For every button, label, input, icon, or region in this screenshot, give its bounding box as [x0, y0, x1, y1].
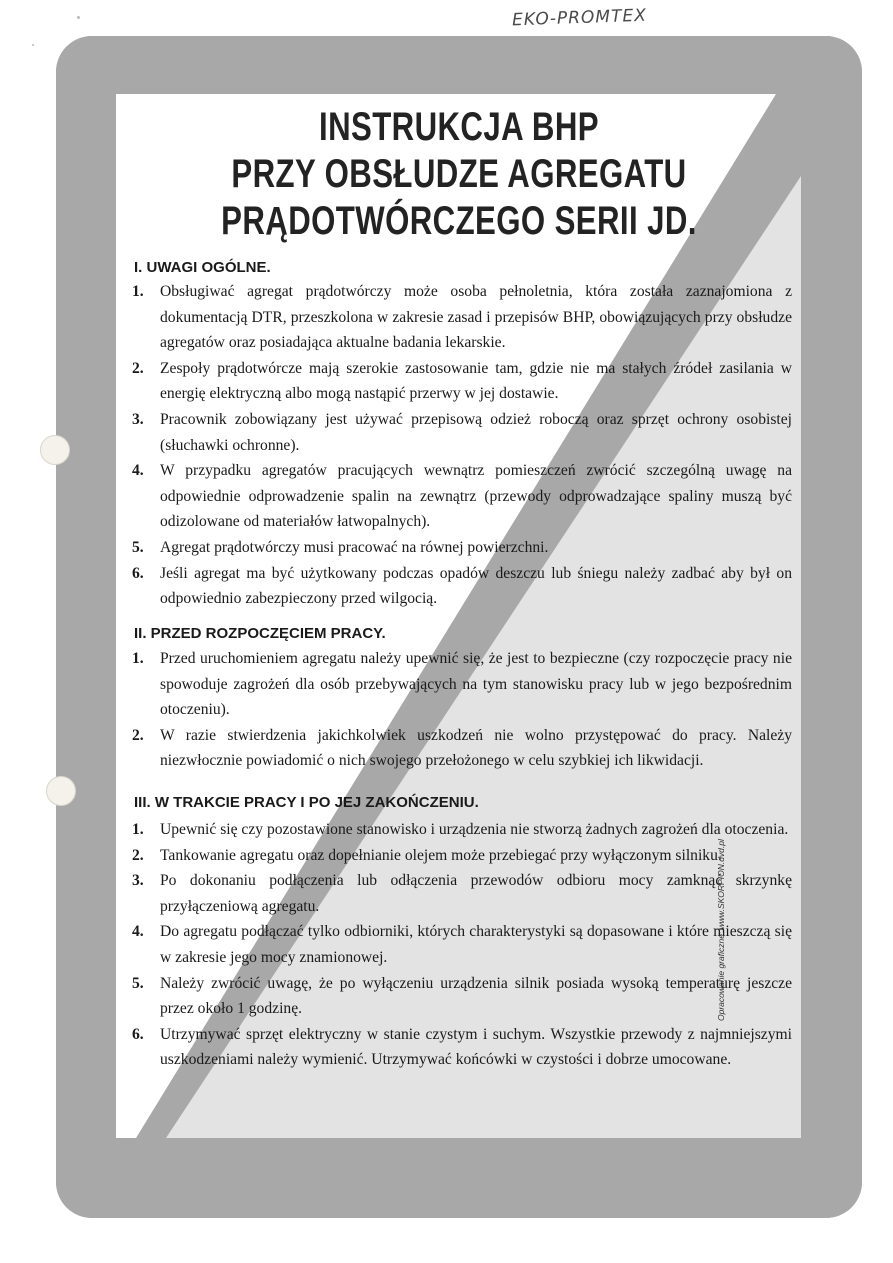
punch-hole — [46, 776, 76, 806]
list-item — [132, 561, 792, 612]
item-text: Pracownik zobowiązany jest używać przepisową odzież roboczą oraz sprzęt ochrony osobistej (słuchawki ochronne). — [160, 410, 792, 454]
item-text: W razie stwierdzenia jakichkolwiek uszkodzeń nie wolno przystępować do pracy. Należy niezwłocznie powiadomić o nich swojego przełożonego w celu szybkiej ich likwidacji. — [160, 726, 792, 770]
section-heading-before-work: II. PRZED ROZPOCZĘCIEM PRACY. — [134, 625, 386, 642]
list-item — [132, 843, 792, 869]
item-text: Przed uruchomieniem agregatu należy upewnić się, że jest to bezpieczne (czy rozpoczęcie pracy nie spowoduje zagrożeń dla osób przebywających na tym stanowisku pracy lub w jego bezpośrednim otoczeniu). — [160, 650, 792, 719]
graphic-design-credit: Opracowanie graficzne: www.SKORPION.dvd.pl — [716, 839, 726, 1021]
item-text: Obsługiwać agregat prądotwórczy może osoba pełnoletnia, która została zaznajomiona z dokumentacją DTR, przeszkolona w zakresie zasad i przepisów BHP, obowiązujących przy obsłudze agregatów oraz posiadająca aktualne badania lekarskie. — [160, 283, 792, 352]
list-item — [132, 535, 792, 561]
handwritten-annotation: EKO-PROMTEX — [511, 5, 648, 31]
section-list-general — [132, 279, 792, 612]
item-number: 1. — [132, 650, 144, 667]
paper-speck — [32, 44, 34, 46]
item-text: Zespoły prądotwórcze mają szerokie zastosowanie tam, gdzie nie ma stałych źródeł zasilania w energię elektryczną albo mogą nastąpić przerwy w jej dostawie. — [160, 359, 792, 403]
list-item — [132, 919, 792, 970]
item-number: 2. — [132, 359, 144, 377]
item-text: Należy zwrócić uwagę, że po wyłączeniu urządzenia silnik posiada wysoką temperaturę jeszcze przez około 1 godzinę. — [160, 974, 792, 1018]
item-number: 5. — [132, 538, 144, 556]
item-number: 5. — [132, 974, 144, 992]
list-item — [132, 817, 792, 843]
item-text: Po dokonaniu podłączenia lub odłączenia przewodów odbioru mocy zamknąć skrzynkę przyłączeniową agregatu. — [160, 872, 792, 915]
paper-speck — [77, 16, 80, 19]
item-number: 1. — [132, 821, 144, 838]
list-item — [132, 1022, 792, 1073]
item-number: 1. — [132, 283, 144, 300]
item-number: 2. — [132, 846, 144, 864]
punch-hole — [40, 435, 70, 465]
list-item — [132, 971, 792, 1022]
list-item — [132, 646, 792, 723]
item-number: 6. — [132, 564, 144, 582]
list-item — [132, 458, 792, 535]
item-number: 6. — [132, 1025, 144, 1043]
item-text: Jeśli agregat ma być użytkowany podczas opadów deszczu lub śniegu należy zadbać aby był on odpowiednio zabezpieczony przed wilgocią. — [160, 564, 792, 608]
title-line-2: PRZY OBSŁUDZE AGREGATU — [231, 152, 687, 196]
item-number: 3. — [132, 410, 144, 428]
title-line-3: PRĄDOTWÓRCZEGO SERII JD. — [221, 199, 697, 243]
item-number: 4. — [132, 462, 144, 480]
section-list-before-work — [132, 646, 792, 774]
item-text: Tankowanie agregatu oraz dopełnianie olejem może przebiegać przy wyłączonym silniku. — [160, 846, 722, 864]
section-heading-during-work: III. W TRAKCIE PRACY I PO JEJ ZAKOŃCZENIU. — [134, 794, 479, 811]
item-number: 4. — [132, 923, 144, 941]
title-line-1: INSTRUKCJA BHP — [319, 105, 599, 149]
item-text: W przypadku agregatów pracujących wewnątrz pomieszczeń zwrócić szczególną uwagę na odpowiednie odprowadzenie spalin na zewnątrz (przewody odprowadzające spaliny muszą być odizolowane od materiałów łatwopalnych). — [160, 462, 792, 531]
item-text: Utrzymywać sprzęt elektryczny w stanie czystym i suchym. Wszystkie przewody z najmniejszymi uszkodzeniami należy wymienić. Utrzymywać końcówki w czystości i dobrze umocowane. — [160, 1025, 792, 1069]
list-item — [132, 407, 792, 458]
item-number: 2. — [132, 726, 144, 744]
item-text: Agregat prądotwórczy musi pracować na równej powierzchni. — [160, 538, 549, 556]
list-item — [132, 868, 792, 919]
section-heading-general: I. UWAGI OGÓLNE. — [134, 259, 271, 276]
section-list-during-work — [132, 817, 792, 1073]
poster-content — [56, 36, 862, 1218]
item-text: Do agregatu podłączać tylko odbiorniki, których charakterystyki są dopasowane i które mieszczą się w zakresie jego mocy znamionowej. — [160, 923, 792, 966]
list-item — [132, 356, 792, 407]
list-item — [132, 723, 792, 774]
item-text: Upewnić się czy pozostawione stanowisko i urządzenia nie stworzą żadnych zagrożeń dla otoczenia. — [160, 821, 789, 838]
item-number: 3. — [132, 872, 144, 890]
list-item — [132, 279, 792, 356]
poster-title — [145, 104, 774, 245]
safety-poster — [56, 36, 862, 1218]
